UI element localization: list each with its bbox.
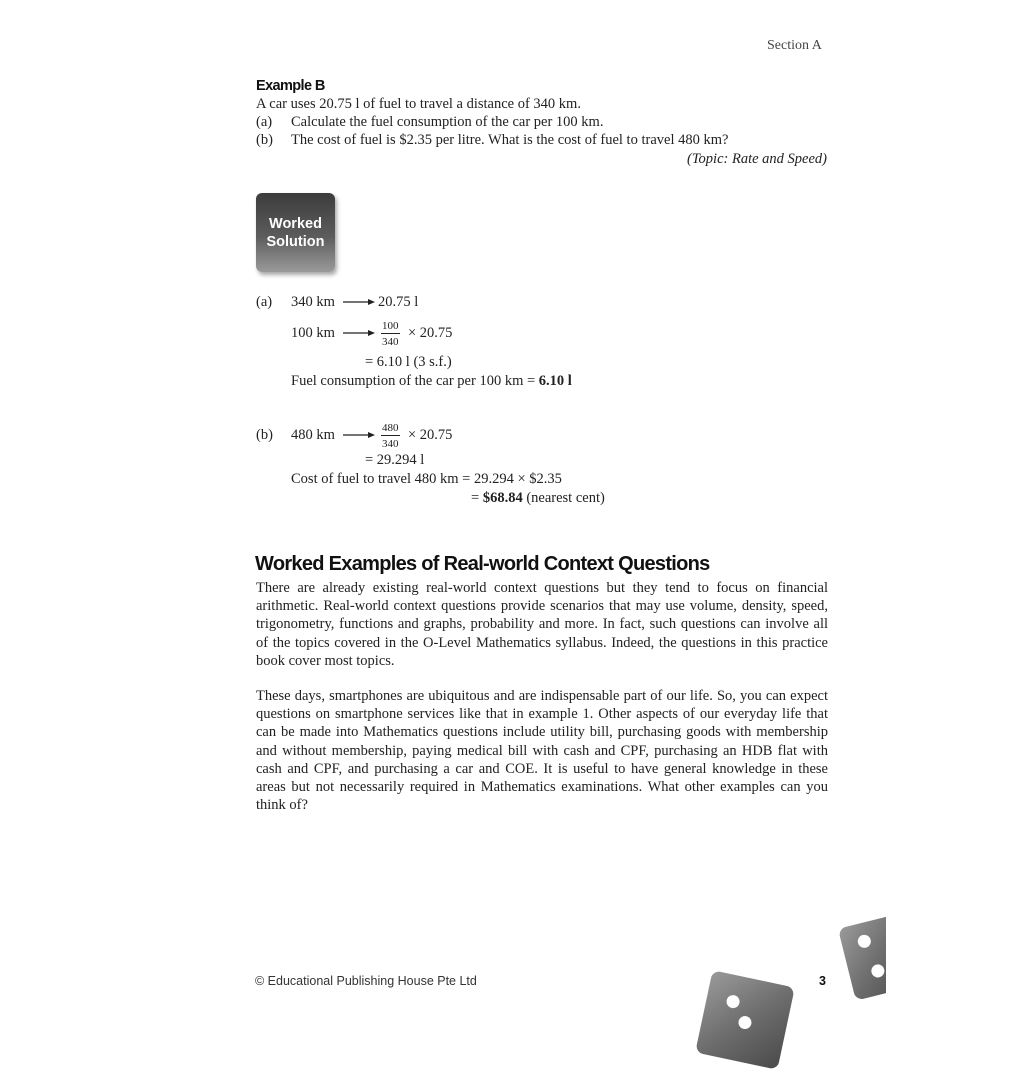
arrow-right-icon [343,429,375,441]
dice-icon [695,970,795,1070]
fraction-numerator: 100 [382,320,399,332]
fraction-denominator: 340 [382,438,399,450]
dice-pip [737,1015,752,1030]
dice-pip [870,963,886,979]
worked-solution-line1: Worked [269,215,322,232]
solution-b-cost-value: $68.84 [482,490,523,506]
worked-solution-badge [256,193,335,272]
solution-a-answer [291,373,572,390]
example-title: Example B [256,78,325,94]
solution-a-step3: = 6.10 l (3 s.f.) [365,354,452,370]
solution-a-step1-left: 340 km [291,294,335,310]
footer-copyright: © Educational Publishing House Pte Ltd [255,974,477,988]
worked-solution-line2: Solution [266,233,325,250]
section-heading: Worked Examples of Real-world Context Questions [255,553,710,575]
dice-pip [725,994,740,1009]
solution-b-label: (b) [256,427,273,443]
section-label: Section A [767,38,822,53]
question-b-label: (b) [256,132,273,148]
solution-a-step1-right: 20.75 l [378,294,419,310]
question-b-text: The cost of fuel is $2.35 per litre. What is the cost of fuel to travel 480 km? [291,132,729,148]
solution-b-step1-mult: × 20.75 [408,427,453,443]
topic-note: (Topic: Rate and Speed) [686,151,827,167]
arrow-right-icon [343,327,375,339]
page-margin-mask [886,900,1024,1024]
fraction-480-340 [381,422,400,450]
solution-a-step2-mult: × 20.75 [408,325,453,341]
solution-b-step1-left: 480 km [291,427,335,443]
solution-a-step2-left: 100 km [291,325,335,341]
fraction-100-340 [381,320,400,348]
question-a-label: (a) [256,114,273,130]
solution-b-step2: = 29.294 l [365,452,425,468]
example-intro: A car uses 20.75 l of fuel to travel a distance of 340 km. [256,96,581,112]
solution-b-cost-eq: = [471,490,483,506]
section-paragraph-2: These days, smartphones are ubiquitous and are indispensable part of our life. So, you can expect questions on smartphone services like that in example 1. Other aspects of our everyday life that can be made into Mathematics questions include utility bill, purchasing goods with membership and without membership, paying medical bill with cash and CPF, purchasing an HDB flat with cash and CPF, and purchasing a car and COE. It is useful to have general knowledge in these areas but not necessarily required in Mathematics examinations. What other examples can you think of? [256,688,828,814]
section-paragraph-1: There are already existing real-world context questions but they tend to focus on financial arithmetic. Real-world context questions provide scenarios that may use volume, density, speed, trigonometry, functions and graphs, probability and more. In fact, such questions can involve all of the topics covered in the O-Level Mathematics syllabus. Indeed, the questions in this practice book cover most topics. [256,580,828,669]
solution-a-answer-value: 6.10 l [538,373,572,389]
solution-b-cost-result [471,490,605,507]
fraction-denominator: 340 [382,336,399,348]
solution-b-cost-line: Cost of fuel to travel 480 km = 29.294 × $2.35 [291,471,562,487]
fraction-numerator: 480 [382,422,399,434]
solution-a-label: (a) [256,294,273,310]
arrow-right-icon [343,296,375,308]
solution-b-cost-note: (nearest cent) [522,490,605,506]
page-number: 3 [819,974,826,988]
dice-pip [856,933,872,949]
solution-a-answer-text: Fuel consumption of the car per 100 km = [291,373,539,389]
question-a-text: Calculate the fuel consumption of the car per 100 km. [291,114,604,130]
